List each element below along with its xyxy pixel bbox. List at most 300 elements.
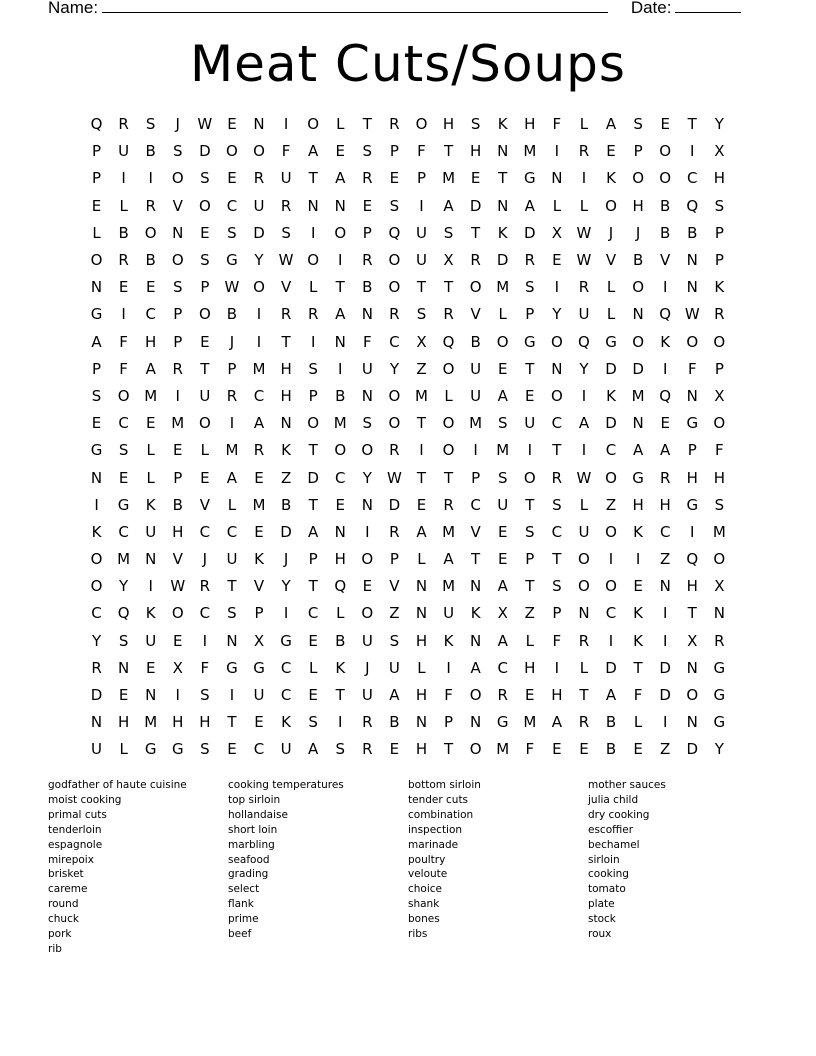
grid-letter[interactable]: W bbox=[386, 468, 402, 487]
grid-letter[interactable]: Q bbox=[659, 386, 672, 405]
grid-letter[interactable]: V bbox=[470, 305, 481, 324]
grid-letter[interactable]: H bbox=[524, 658, 536, 677]
grid-letter[interactable]: B bbox=[226, 305, 238, 324]
grid-letter[interactable]: C bbox=[199, 604, 211, 623]
grid-letter[interactable]: S bbox=[308, 713, 318, 732]
grid-letter[interactable]: I bbox=[94, 495, 99, 514]
grid-letter[interactable]: O bbox=[632, 332, 644, 351]
grid-letter[interactable]: P bbox=[552, 604, 562, 623]
grid-letter[interactable]: A bbox=[416, 522, 427, 541]
grid-letter[interactable]: K bbox=[254, 550, 264, 569]
grid-letter[interactable]: F bbox=[119, 332, 128, 351]
grid-letter[interactable]: Y bbox=[254, 251, 264, 270]
grid-letter[interactable]: I bbox=[527, 441, 532, 460]
grid-letter[interactable]: H bbox=[442, 115, 455, 134]
grid-letter[interactable]: G bbox=[253, 658, 265, 677]
grid-letter[interactable]: E bbox=[335, 495, 345, 514]
grid-letter[interactable]: I bbox=[690, 142, 695, 161]
grid-letter[interactable]: I bbox=[662, 359, 668, 378]
grid-letter[interactable]: P bbox=[254, 604, 264, 623]
grid-letter[interactable]: N bbox=[470, 631, 482, 650]
grid-letter[interactable]: N bbox=[90, 713, 103, 732]
grid-letter[interactable]: N bbox=[334, 196, 346, 215]
grid-letter[interactable]: D bbox=[280, 522, 292, 541]
grid-letter[interactable]: U bbox=[145, 522, 157, 541]
grid-letter[interactable]: I bbox=[310, 223, 316, 242]
grid-letter[interactable]: O bbox=[90, 550, 103, 569]
grid-letter[interactable]: A bbox=[497, 631, 508, 650]
grid-letter[interactable]: D bbox=[605, 658, 617, 677]
grid-letter[interactable]: T bbox=[525, 495, 535, 514]
grid-letter[interactable]: R bbox=[226, 386, 238, 405]
grid-letter[interactable]: H bbox=[117, 713, 130, 732]
grid-letter[interactable]: F bbox=[715, 441, 724, 460]
grid-letter[interactable]: T bbox=[227, 577, 237, 596]
grid-letter[interactable]: M bbox=[496, 740, 510, 759]
grid-letter[interactable]: I bbox=[283, 115, 289, 134]
grid-letter[interactable]: W bbox=[684, 305, 700, 324]
grid-letter[interactable]: U bbox=[415, 223, 427, 242]
name-blank-line[interactable] bbox=[102, 0, 608, 13]
grid-letter[interactable]: Y bbox=[281, 577, 291, 596]
grid-letter[interactable]: I bbox=[229, 414, 235, 433]
grid-letter[interactable]: E bbox=[200, 223, 210, 242]
grid-letter[interactable]: R bbox=[578, 278, 590, 297]
grid-letter[interactable]: P bbox=[173, 468, 183, 487]
grid-letter[interactable]: C bbox=[199, 522, 211, 541]
grid-letter[interactable]: F bbox=[119, 359, 128, 378]
grid-letter[interactable]: J bbox=[175, 115, 180, 134]
grid-letter[interactable]: O bbox=[605, 196, 617, 215]
grid-letter[interactable]: T bbox=[471, 550, 481, 569]
grid-letter[interactable]: I bbox=[121, 305, 126, 324]
grid-letter[interactable]: G bbox=[280, 631, 292, 650]
grid-letter[interactable]: P bbox=[92, 142, 102, 161]
grid-letter[interactable]: C bbox=[687, 169, 698, 188]
grid-letter[interactable]: O bbox=[226, 142, 238, 161]
grid-letter[interactable]: I bbox=[338, 359, 343, 378]
grid-letter[interactable]: U bbox=[578, 522, 590, 541]
grid-letter[interactable]: A bbox=[308, 522, 319, 541]
grid-letter[interactable]: O bbox=[605, 522, 617, 541]
grid-letter[interactable]: V bbox=[172, 550, 183, 569]
grid-letter[interactable]: A bbox=[551, 713, 562, 732]
grid-letter[interactable]: E bbox=[633, 577, 643, 596]
grid-letter[interactable]: U bbox=[470, 359, 482, 378]
grid-letter[interactable]: O bbox=[307, 414, 320, 433]
grid-letter[interactable]: O bbox=[550, 332, 563, 351]
grid-letter[interactable]: L bbox=[227, 495, 237, 514]
grid-letter[interactable]: N bbox=[415, 713, 428, 732]
grid-letter[interactable]: B bbox=[389, 713, 400, 732]
grid-letter[interactable]: I bbox=[690, 522, 695, 541]
grid-letter[interactable]: O bbox=[198, 305, 211, 324]
grid-letter[interactable]: S bbox=[633, 115, 643, 134]
grid-letter[interactable]: O bbox=[171, 251, 184, 270]
grid-letter[interactable]: M bbox=[252, 495, 266, 514]
grid-letter[interactable]: W bbox=[197, 115, 213, 134]
grid-letter[interactable]: N bbox=[686, 386, 698, 405]
grid-letter[interactable]: D bbox=[632, 359, 644, 378]
grid-letter[interactable]: S bbox=[497, 468, 508, 487]
grid-letter[interactable]: M bbox=[523, 713, 537, 732]
grid-letter[interactable]: C bbox=[497, 658, 508, 677]
grid-letter[interactable]: H bbox=[713, 468, 725, 487]
grid-letter[interactable]: Y bbox=[579, 359, 589, 378]
grid-letter[interactable]: E bbox=[145, 414, 156, 433]
grid-letter[interactable]: M bbox=[442, 522, 456, 541]
grid-letter[interactable]: R bbox=[280, 196, 292, 215]
grid-letter[interactable]: T bbox=[362, 115, 372, 134]
grid-letter[interactable]: U bbox=[470, 386, 482, 405]
grid-letter[interactable]: E bbox=[552, 251, 562, 270]
grid-letter[interactable]: A bbox=[335, 169, 346, 188]
grid-letter[interactable]: M bbox=[523, 142, 537, 161]
grid-letter[interactable]: X bbox=[687, 631, 698, 650]
grid-letter[interactable]: T bbox=[443, 278, 454, 297]
grid-letter[interactable]: N bbox=[361, 386, 373, 405]
grid-letter[interactable]: O bbox=[469, 686, 482, 705]
grid-letter[interactable]: K bbox=[714, 278, 725, 297]
grid-letter[interactable]: P bbox=[714, 223, 724, 242]
grid-letter[interactable]: C bbox=[605, 441, 617, 460]
grid-letter[interactable]: N bbox=[280, 414, 292, 433]
grid-letter[interactable]: S bbox=[389, 631, 400, 650]
grid-letter[interactable]: D bbox=[496, 251, 509, 270]
grid-letter[interactable]: I bbox=[446, 658, 451, 677]
grid-letter[interactable]: L bbox=[525, 631, 534, 650]
grid-letter[interactable]: S bbox=[389, 196, 400, 215]
grid-letter[interactable]: L bbox=[92, 223, 101, 242]
grid-letter[interactable]: U bbox=[253, 686, 265, 705]
grid-letter[interactable]: Q bbox=[659, 305, 672, 324]
grid-letter[interactable]: I bbox=[608, 631, 614, 650]
grid-letter[interactable]: V bbox=[253, 577, 265, 596]
grid-letter[interactable]: B bbox=[145, 142, 156, 161]
grid-letter[interactable]: Q bbox=[442, 332, 455, 351]
grid-letter[interactable]: I bbox=[635, 550, 641, 569]
grid-letter[interactable]: E bbox=[200, 468, 210, 487]
grid-letter[interactable]: H bbox=[415, 686, 428, 705]
grid-letter[interactable]: T bbox=[687, 604, 697, 623]
grid-letter[interactable]: I bbox=[256, 332, 262, 351]
grid-letter[interactable]: R bbox=[253, 441, 265, 460]
grid-letter[interactable]: R bbox=[389, 305, 400, 324]
grid-letter[interactable]: C bbox=[253, 740, 265, 759]
grid-letter[interactable]: R bbox=[199, 577, 211, 596]
grid-letter[interactable]: V bbox=[389, 577, 400, 596]
grid-letter[interactable]: O bbox=[578, 577, 590, 596]
grid-letter[interactable]: C bbox=[226, 196, 238, 215]
grid-letter[interactable]: L bbox=[119, 740, 128, 759]
grid-letter[interactable]: T bbox=[552, 441, 562, 460]
grid-letter[interactable]: N bbox=[470, 713, 482, 732]
grid-letter[interactable]: P bbox=[444, 713, 454, 732]
grid-letter[interactable]: B bbox=[470, 332, 481, 351]
grid-letter[interactable]: C bbox=[145, 305, 156, 324]
grid-letter[interactable]: I bbox=[581, 386, 587, 405]
grid-letter[interactable]: D bbox=[524, 223, 536, 242]
grid-letter[interactable]: Y bbox=[714, 115, 724, 134]
grid-letter[interactable]: C bbox=[253, 386, 265, 405]
grid-letter[interactable]: O bbox=[334, 441, 347, 460]
grid-letter[interactable]: N bbox=[551, 359, 563, 378]
grid-letter[interactable]: B bbox=[660, 196, 671, 215]
grid-letter[interactable]: Z bbox=[524, 604, 535, 623]
grid-letter[interactable]: N bbox=[307, 196, 319, 215]
grid-letter[interactable]: S bbox=[118, 631, 129, 650]
grid-letter[interactable]: Z bbox=[280, 468, 292, 487]
grid-letter[interactable]: R bbox=[389, 522, 400, 541]
grid-letter[interactable]: S bbox=[335, 740, 345, 759]
grid-letter[interactable]: P bbox=[416, 169, 426, 188]
grid-letter[interactable]: R bbox=[389, 441, 400, 460]
grid-letter[interactable]: Q bbox=[686, 550, 699, 569]
grid-letter[interactable]: S bbox=[552, 495, 562, 514]
grid-letter[interactable]: S bbox=[281, 223, 291, 242]
grid-letter[interactable]: L bbox=[200, 441, 210, 460]
grid-letter[interactable]: P bbox=[525, 550, 535, 569]
grid-letter[interactable]: C bbox=[551, 522, 563, 541]
grid-letter[interactable]: E bbox=[389, 169, 400, 188]
grid-letter[interactable]: O bbox=[605, 577, 617, 596]
grid-letter[interactable]: L bbox=[308, 658, 318, 677]
grid-letter[interactable]: O bbox=[442, 414, 455, 433]
grid-letter[interactable]: E bbox=[606, 142, 616, 161]
grid-letter[interactable]: O bbox=[442, 441, 455, 460]
grid-letter[interactable]: O bbox=[198, 196, 211, 215]
grid-letter[interactable]: H bbox=[686, 577, 698, 596]
grid-letter[interactable]: N bbox=[145, 686, 157, 705]
grid-letter[interactable]: A bbox=[389, 686, 400, 705]
grid-letter[interactable]: N bbox=[172, 223, 184, 242]
grid-letter[interactable]: T bbox=[281, 332, 291, 351]
grid-letter[interactable]: S bbox=[525, 278, 535, 297]
grid-letter[interactable]: P bbox=[362, 223, 372, 242]
grid-letter[interactable]: H bbox=[280, 386, 292, 405]
grid-letter[interactable]: D bbox=[307, 468, 319, 487]
grid-letter[interactable]: R bbox=[578, 142, 590, 161]
grid-letter[interactable]: E bbox=[362, 577, 373, 596]
grid-letter[interactable]: O bbox=[442, 359, 455, 378]
grid-letter[interactable]: U bbox=[361, 686, 373, 705]
grid-letter[interactable]: I bbox=[229, 686, 235, 705]
grid-letter[interactable]: N bbox=[497, 142, 509, 161]
grid-letter[interactable]: S bbox=[497, 414, 508, 433]
grid-letter[interactable]: U bbox=[497, 495, 509, 514]
grid-letter[interactable]: M bbox=[712, 522, 726, 541]
grid-letter[interactable]: N bbox=[415, 577, 428, 596]
grid-letter[interactable]: G bbox=[605, 332, 617, 351]
grid-letter[interactable]: I bbox=[338, 251, 343, 270]
grid-letter[interactable]: B bbox=[362, 278, 373, 297]
grid-letter[interactable]: Y bbox=[119, 577, 129, 596]
grid-letter[interactable]: T bbox=[471, 223, 481, 242]
grid-letter[interactable]: I bbox=[419, 196, 424, 215]
grid-letter[interactable]: F bbox=[687, 359, 697, 378]
grid-letter[interactable]: T bbox=[335, 278, 345, 297]
grid-letter[interactable]: P bbox=[200, 278, 210, 297]
grid-letter[interactable]: V bbox=[172, 196, 183, 215]
grid-letter[interactable]: O bbox=[388, 414, 401, 433]
grid-letter[interactable]: T bbox=[633, 658, 643, 677]
grid-letter[interactable]: S bbox=[416, 305, 427, 324]
grid-letter[interactable]: N bbox=[578, 604, 590, 623]
grid-letter[interactable]: I bbox=[662, 278, 668, 297]
grid-letter[interactable]: R bbox=[145, 196, 156, 215]
grid-letter[interactable]: N bbox=[226, 631, 238, 650]
grid-letter[interactable]: E bbox=[552, 740, 562, 759]
grid-letter[interactable]: X bbox=[714, 142, 725, 161]
grid-letter[interactable]: T bbox=[443, 142, 454, 161]
grid-letter[interactable]: I bbox=[581, 441, 587, 460]
grid-letter[interactable]: E bbox=[497, 550, 508, 569]
grid-letter[interactable]: Z bbox=[660, 740, 671, 759]
grid-letter[interactable]: U bbox=[199, 386, 211, 405]
grid-letter[interactable]: B bbox=[605, 713, 617, 732]
grid-letter[interactable]: E bbox=[145, 278, 156, 297]
grid-letter[interactable]: P bbox=[308, 386, 318, 405]
grid-letter[interactable]: T bbox=[416, 414, 427, 433]
grid-letter[interactable]: L bbox=[336, 604, 345, 623]
grid-letter[interactable]: A bbox=[660, 441, 671, 460]
grid-letter[interactable]: R bbox=[253, 169, 265, 188]
grid-letter[interactable]: A bbox=[578, 414, 590, 433]
grid-letter[interactable]: T bbox=[525, 359, 535, 378]
grid-letter[interactable]: I bbox=[121, 169, 126, 188]
grid-letter[interactable]: O bbox=[361, 441, 374, 460]
grid-letter[interactable]: G bbox=[686, 414, 699, 433]
grid-letter[interactable]: O bbox=[713, 332, 726, 351]
grid-letter[interactable]: S bbox=[308, 359, 318, 378]
grid-letter[interactable]: X bbox=[416, 332, 427, 351]
grid-letter[interactable]: O bbox=[307, 115, 320, 134]
grid-letter[interactable]: I bbox=[283, 604, 289, 623]
grid-letter[interactable]: L bbox=[308, 278, 318, 297]
grid-letter[interactable]: C bbox=[659, 522, 671, 541]
grid-letter[interactable]: A bbox=[308, 740, 319, 759]
grid-letter[interactable]: H bbox=[632, 495, 644, 514]
grid-letter[interactable]: J bbox=[202, 550, 208, 569]
grid-letter[interactable]: M bbox=[144, 713, 158, 732]
grid-letter[interactable]: M bbox=[144, 386, 158, 405]
grid-letter[interactable]: A bbox=[226, 468, 238, 487]
grid-letter[interactable]: M bbox=[442, 577, 456, 596]
grid-letter[interactable]: L bbox=[417, 658, 426, 677]
grid-letter[interactable]: U bbox=[118, 142, 130, 161]
grid-letter[interactable]: N bbox=[551, 169, 563, 188]
grid-letter[interactable]: M bbox=[469, 414, 483, 433]
grid-letter[interactable]: C bbox=[551, 414, 563, 433]
grid-letter[interactable]: T bbox=[335, 686, 345, 705]
grid-letter[interactable]: N bbox=[713, 604, 725, 623]
grid-letter[interactable]: A bbox=[632, 441, 644, 460]
grid-letter[interactable]: Q bbox=[686, 196, 699, 215]
grid-letter[interactable]: H bbox=[686, 468, 698, 487]
grid-letter[interactable]: Y bbox=[389, 359, 399, 378]
grid-letter[interactable]: U bbox=[361, 359, 373, 378]
grid-letter[interactable]: B bbox=[118, 223, 129, 242]
grid-letter[interactable]: N bbox=[470, 577, 482, 596]
grid-letter[interactable]: E bbox=[335, 142, 345, 161]
grid-letter[interactable]: I bbox=[662, 713, 668, 732]
grid-letter[interactable]: Y bbox=[362, 468, 372, 487]
grid-letter[interactable]: S bbox=[552, 577, 562, 596]
grid-letter[interactable]: T bbox=[443, 468, 454, 487]
grid-letter[interactable]: B bbox=[632, 251, 644, 270]
grid-letter[interactable]: O bbox=[713, 414, 726, 433]
grid-letter[interactable]: T bbox=[525, 577, 535, 596]
grid-letter[interactable]: O bbox=[117, 386, 130, 405]
grid-letter[interactable]: B bbox=[145, 251, 156, 270]
grid-letter[interactable]: S bbox=[714, 196, 725, 215]
grid-letter[interactable]: I bbox=[554, 658, 560, 677]
grid-letter[interactable]: C bbox=[280, 686, 292, 705]
grid-letter[interactable]: L bbox=[606, 278, 616, 297]
grid-letter[interactable]: P bbox=[525, 305, 535, 324]
grid-letter[interactable]: P bbox=[389, 550, 399, 569]
grid-letter[interactable]: J bbox=[229, 332, 235, 351]
grid-letter[interactable]: K bbox=[633, 631, 644, 650]
grid-letter[interactable]: R bbox=[280, 305, 292, 324]
grid-letter[interactable]: O bbox=[388, 386, 401, 405]
grid-letter[interactable]: U bbox=[280, 169, 292, 188]
grid-letter[interactable]: O bbox=[632, 278, 644, 297]
grid-letter[interactable]: U bbox=[226, 550, 238, 569]
grid-letter[interactable]: E bbox=[254, 713, 264, 732]
grid-letter[interactable]: N bbox=[632, 414, 644, 433]
grid-letter[interactable]: X bbox=[714, 577, 725, 596]
grid-letter[interactable]: E bbox=[227, 115, 237, 134]
grid-letter[interactable]: J bbox=[608, 223, 614, 242]
grid-letter[interactable]: F bbox=[200, 658, 210, 677]
grid-letter[interactable]: A bbox=[91, 332, 102, 351]
grid-letter[interactable]: O bbox=[253, 278, 265, 297]
grid-letter[interactable]: C bbox=[280, 658, 292, 677]
grid-letter[interactable]: L bbox=[444, 386, 453, 405]
grid-letter[interactable]: S bbox=[118, 441, 129, 460]
grid-letter[interactable]: A bbox=[443, 550, 454, 569]
grid-letter[interactable]: B bbox=[605, 740, 617, 759]
grid-letter[interactable]: G bbox=[144, 740, 157, 759]
grid-letter[interactable]: U bbox=[578, 305, 590, 324]
grid-letter[interactable]: I bbox=[148, 577, 153, 596]
grid-letter[interactable]: S bbox=[200, 251, 210, 270]
grid-letter[interactable]: S bbox=[227, 604, 237, 623]
grid-letter[interactable]: V bbox=[660, 251, 671, 270]
grid-letter[interactable]: K bbox=[335, 658, 346, 677]
grid-letter[interactable]: B bbox=[280, 495, 292, 514]
grid-letter[interactable]: G bbox=[90, 441, 103, 460]
grid-letter[interactable]: X bbox=[253, 631, 265, 650]
grid-letter[interactable]: M bbox=[252, 359, 266, 378]
grid-letter[interactable]: D bbox=[199, 142, 211, 161]
grid-letter[interactable]: L bbox=[119, 196, 128, 215]
grid-letter[interactable]: Z bbox=[389, 604, 400, 623]
grid-letter[interactable]: K bbox=[470, 604, 481, 623]
grid-letter[interactable]: W bbox=[576, 223, 592, 242]
grid-letter[interactable]: U bbox=[415, 251, 427, 270]
grid-letter[interactable]: M bbox=[225, 441, 239, 460]
grid-letter[interactable]: Q bbox=[90, 115, 103, 134]
grid-letter[interactable]: V bbox=[605, 251, 617, 270]
grid-letter[interactable]: N bbox=[497, 196, 509, 215]
grid-letter[interactable]: S bbox=[362, 142, 373, 161]
grid-letter[interactable]: I bbox=[310, 332, 316, 351]
grid-letter[interactable]: X bbox=[497, 604, 508, 623]
grid-letter[interactable]: E bbox=[254, 468, 264, 487]
grid-letter[interactable]: S bbox=[714, 495, 725, 514]
